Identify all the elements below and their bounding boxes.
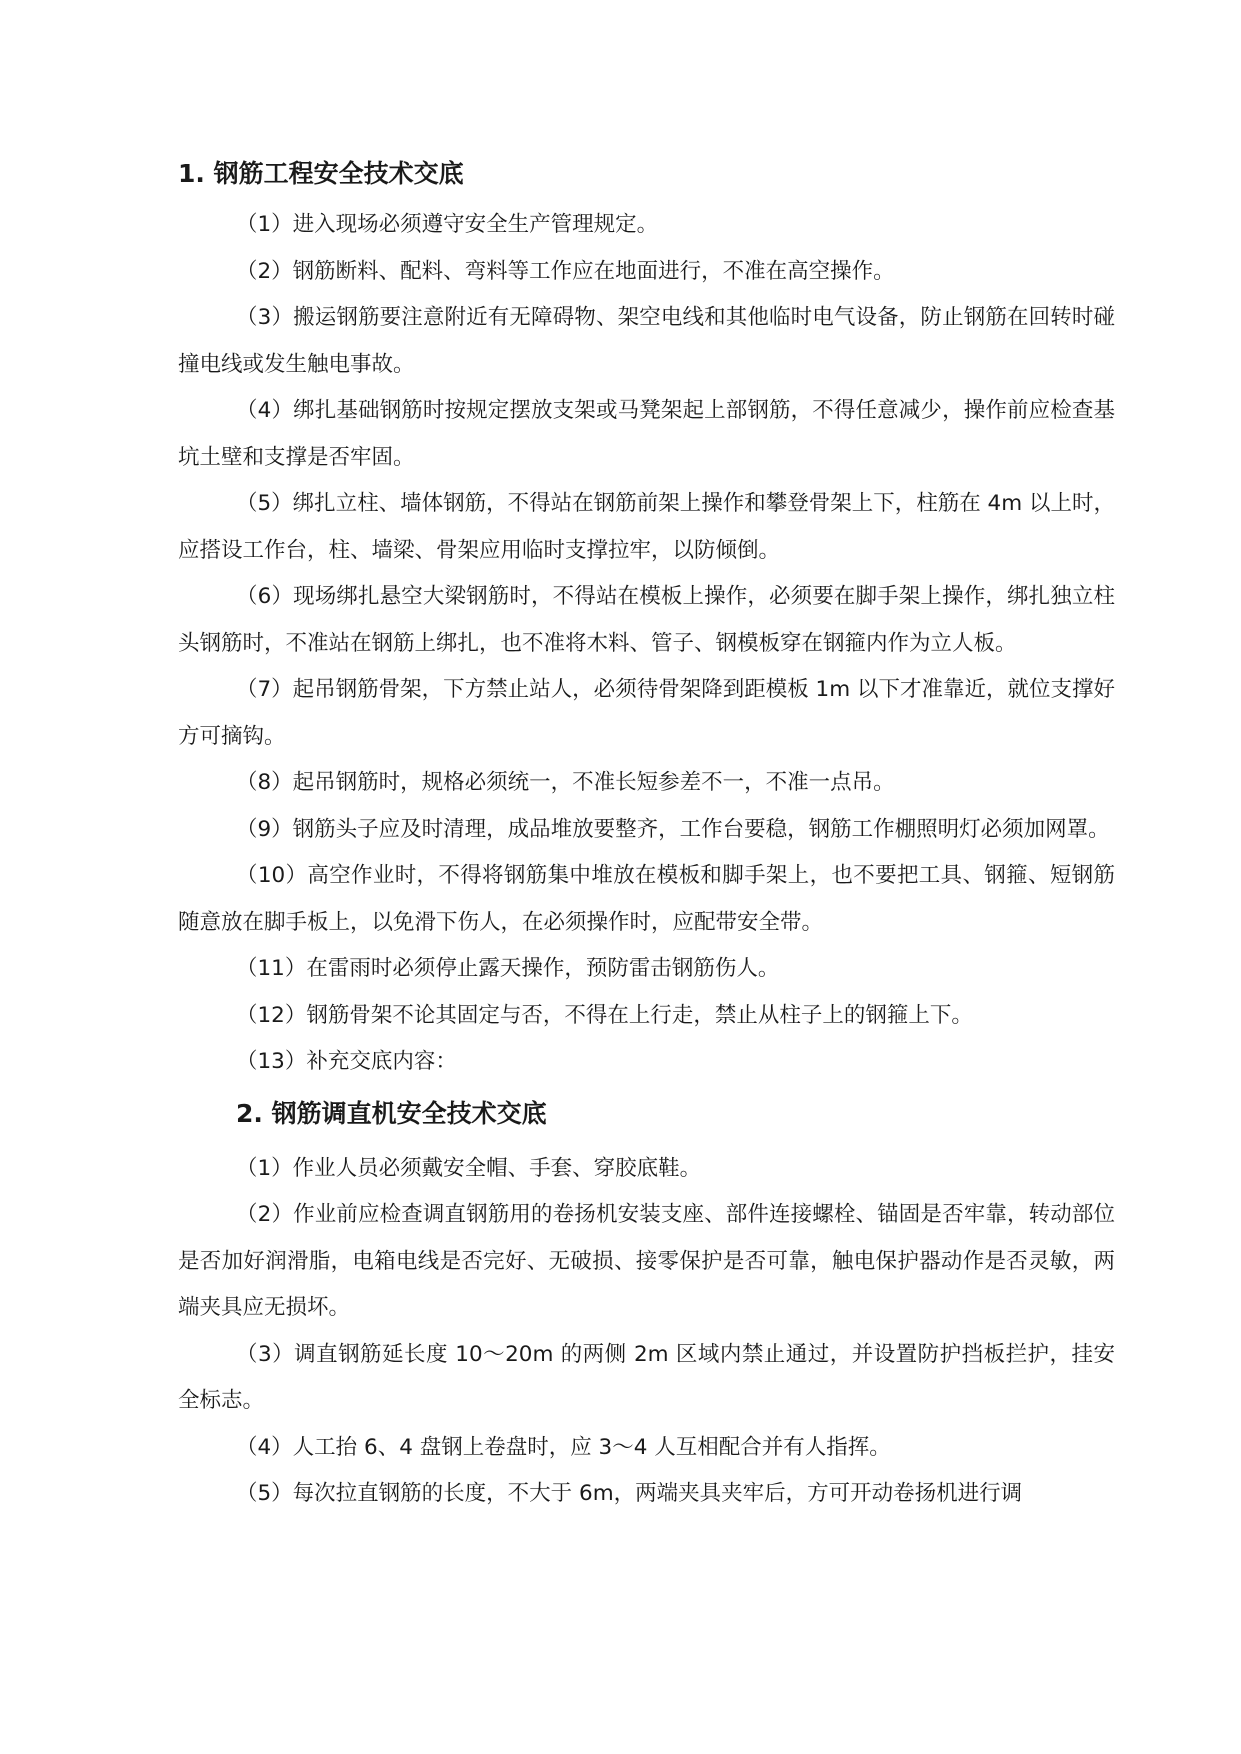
section-1-item-5: （5）绑扎立柱、墙体钢筋，不得站在钢筋前架上操作和攀登骨架上下，柱筋在 4m 以上时，应搭设工作台，柱、墙梁、骨架应用临时支撑拉牢，以防倾倒。 bbox=[178, 491, 1115, 563]
section-1-item-3: （3）搬运钢筋要注意附近有无障碍物、架空电线和其他临时电气设备，防止钢筋在回转时碰撞电线或发生触电事故。 bbox=[178, 305, 1115, 377]
section-1-item-4: （4）绑扎基础钢筋时按规定摆放支架或马凳架起上部钢筋，不得任意减少，操作前应检查基坑土壁和支撑是否牢固。 bbox=[178, 398, 1115, 470]
section-1-item-1: （1）进入现场必须遵守安全生产管理规定。 bbox=[236, 212, 659, 237]
section-1-item-11: （11）在雷雨时必须停止露天操作，预防雷击钢筋伤人。 bbox=[236, 956, 780, 981]
section-1-heading: 1. 钢筋工程安全技术交底 bbox=[178, 159, 464, 188]
section-1-item-13: （13）补充交底内容： bbox=[236, 1049, 457, 1074]
section-2-item-1: （1）作业人员必须戴安全帽、手套、穿胶底鞋。 bbox=[236, 1155, 702, 1181]
section-1-item-12: （12）钢筋骨架不论其固定与否，不得在上行走，禁止从柱子上的钢箍上下。 bbox=[236, 1002, 973, 1028]
section-1-item-2: （2）钢筋断料、配料、弯料等工作应在地面进行，不准在高空操作。 bbox=[236, 258, 895, 284]
section-1-item-6: （6）现场绑扎悬空大梁钢筋时，不得站在模板上操作，必须要在脚手架上操作，绑扎独立柱头钢筋时，不准站在钢筋上绑扎，也不准将木料、管子、钢模板穿在钢箍内作为立人板。 bbox=[178, 584, 1115, 656]
section-1-item-10: （10）高空作业时，不得将钢筋集中堆放在模板和脚手架上，也不要把工具、钢箍、短钢筋随意放在脚手板上，以免滑下伤人，在必须操作时，应配带安全带。 bbox=[178, 863, 1115, 935]
section-2-item-4: （4）人工抬 6、4 盘钢上卷盘时，应 3～4 人互相配合并有人指挥。 bbox=[236, 1434, 891, 1460]
section-2-heading: 2. 钢筋调直机安全技术交底 bbox=[236, 1098, 547, 1128]
document-page bbox=[178, 150, 1115, 1518]
section-1-item-8: （8）起吊钢筋时，规格必须统一，不准长短参差不一，不准一点吊。 bbox=[236, 770, 895, 795]
section-1-item-7: （7）起吊钢筋骨架，下方禁止站人，必须待骨架降到距模板 1m 以下才准靠近，就位支撑好方可摘钩。 bbox=[178, 677, 1115, 749]
section-2-item-2: （2）作业前应检查调直钢筋用的卷扬机安装支座、部件连接螺栓、锚固是否牢靠，转动部位是否加好润滑脂，电箱电线是否完好、无破损、接零保护是否可靠，触电保护器动作是否灵敏，两端夹具应无损坏。 bbox=[178, 1202, 1115, 1320]
section-2-item-5: （5）每次拉直钢筋的长度，不大于 6m，两端夹具夹牢后，方可开动卷扬机进行调 bbox=[236, 1481, 1023, 1506]
section-1-item-9: （9）钢筋头子应及时清理，成品堆放要整齐，工作台要稳，钢筋工作棚照明灯必须加网罩。 bbox=[236, 816, 1110, 842]
section-2-item-3: （3）调直钢筋延长度 10～20m 的两侧 2m 区域内禁止通过，并设置防护挡板拦护，挂安全标志。 bbox=[178, 1341, 1115, 1413]
